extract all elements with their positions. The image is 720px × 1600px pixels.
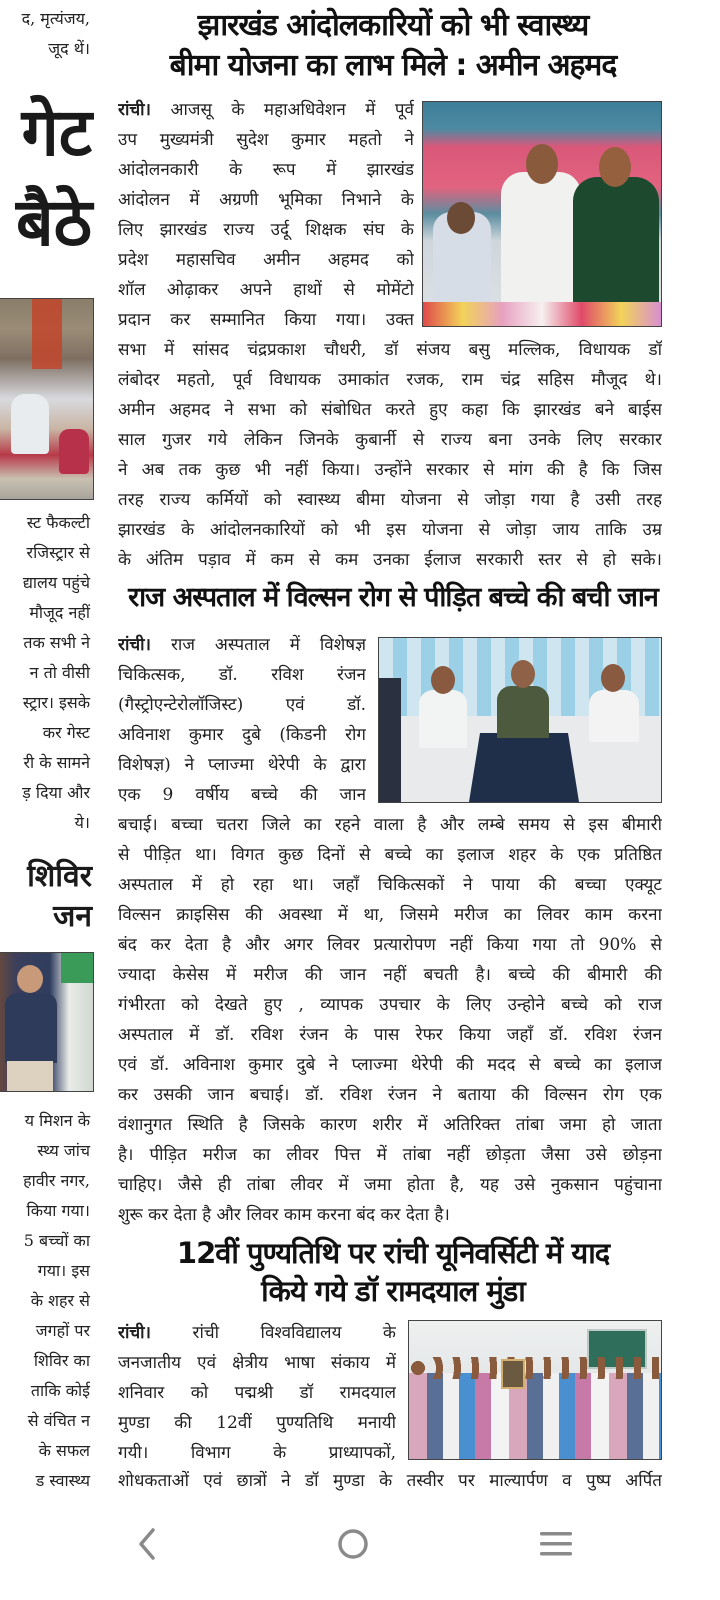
left-text-line: से वंचित न <box>27 1411 90 1430</box>
left-text-line: शिविर का <box>33 1351 90 1370</box>
article-text-line: तरह राज्य कर्मियों को स्वास्थ्य बीमा योजना से जोड़ा गया है उसी तरह <box>118 490 662 510</box>
article-text-line: उप मुख्यमंत्री सुदेश कुमार महतो ने <box>118 130 414 150</box>
article-text-line: लंबोदर महतो, पूर्व विधायक उमाकांत रजक, राम चंद्र सहिस मौजूद थे। <box>118 370 662 390</box>
article-text-line: विल्सन क्राइसिस की अवस्था में था, जिसमे मरीज का लिवर काम करना <box>118 905 662 925</box>
article-text-line: शॉल ओढ़ाकर अपने हाथों से मोमेंटो <box>118 280 414 300</box>
article-text-line: अस्पताल में हो रहा था। जहाँ चिकित्सकों ने पाया की बच्चा एक्यूट <box>118 875 662 895</box>
left-text-line: जूद थें। <box>48 39 90 58</box>
circle-home-icon <box>335 1526 371 1562</box>
article-text-line: आंदोलन में अग्रणी भूमिका निभाने के <box>118 190 414 210</box>
article-text-line: है। पीड़ित मरीज का लीवर पित्त में तांबा नहीं छोड़ता जैसा उसे छोड़ना <box>118 1145 662 1165</box>
article-headline: झारखंड आंदोलकारियों को भी स्वास्थ्य <box>197 8 589 43</box>
left-text-line: मौजूद नहीं <box>29 603 90 622</box>
left-text-line: स्ट्रार। इसके <box>22 693 90 712</box>
back-button[interactable] <box>118 1514 178 1574</box>
article-text-line: रांची। आजसू के महाअधिवेशन में पूर्व <box>118 100 414 120</box>
article-headline: राज अस्पताल में विल्सन रोग से पीड़ित बच्चे की बची जान <box>128 582 658 613</box>
left-text-line: स्ट फैकल्टी <box>26 513 90 532</box>
left-text-line: कर गेस्ट <box>42 723 90 742</box>
dateline: रांची। <box>118 100 151 120</box>
article-text-line: शोधकताओं एवं छात्रों ने डॉ मुण्डा के तस्वीर पर माल्यार्पण व पुष्प अर्पित <box>118 1471 662 1491</box>
left-text-line: द, मृत्यंजय, <box>21 9 90 28</box>
article-text-line: अविनाश कुमार दुबे (किडनी रोग <box>118 725 366 745</box>
left-sub-headline: जन <box>53 899 92 934</box>
left-text-line: रजिस्ट्रार से <box>26 543 90 562</box>
article-text-line: एवं डॉ. अविनाश कुमार दुबे ने प्लाज्मा थेरेपी की मदद से बच्चे का इलाज <box>118 1055 662 1075</box>
article-text-line: सभा में सांसद चंद्रप्रकाश चौधरी, डॉ संजय बसु मल्लिक, विधायक डॉ <box>118 340 662 360</box>
article-text-line: वंशानुगत स्थिति है जिसके कारण शरीर में अतिरिक्त तांबा जमा हो जाता <box>118 1115 662 1135</box>
dateline: रांची। <box>118 1323 151 1343</box>
article-headline: किये गये डॉ रामदयाल मुंडा <box>261 1274 525 1308</box>
left-text-line: जगहों पर <box>35 1321 90 1340</box>
left-text-line: द्यालय पहुंचे <box>22 573 90 592</box>
left-health-camp-photo <box>0 952 94 1092</box>
article-text-line: आंदोलनकारी के रूप में झारखंड <box>118 160 414 180</box>
article-text-line: ज्यादा केसेस में मरीज की जान नहीं बचती है। बच्चे की बीमारी की <box>118 965 662 985</box>
article-text-line: रांची। रांची विश्वविद्यालय के <box>118 1323 396 1343</box>
article-text-line: साल गुजर गये लेकिन जिनके कुबार्नी से राज्य बना उनके लिए सरकार <box>118 430 662 450</box>
article-text-line: गंभीरता को देखते हुए , व्यापक उपचार के लिए उन्होने बच्चे को राज <box>118 995 662 1015</box>
article-text-line: प्रदान कर सम्मानित किया गया। उक्त <box>118 310 414 330</box>
recents-button[interactable] <box>526 1514 586 1574</box>
left-text-line: 5 बच्चों का <box>23 1231 90 1250</box>
article-text-line: प्रदेश महासचिव अमीन अहमद को <box>118 250 414 270</box>
left-text-line: स्थ्य जांच <box>37 1141 90 1160</box>
article-text-line: कर उसकी जान बचाई। डॉ. रविश रंजन ने बताया की विल्सन रोग एक <box>118 1085 662 1105</box>
article-text-line: (गैस्ट्रोएन्टेरोलॉजिस्ट) एवं डॉ. <box>118 695 366 715</box>
article-headline: 12वीं पुण्यतिथि पर रांची यूनिवर्सिटी में याद <box>176 1236 610 1270</box>
article-text-line: ने अब तक कुछ भी नहीं किया। उन्होंने सरकार से मांग की है कि जिस <box>118 460 662 480</box>
article-text-line: बंद कर देता है और अगर लिवर प्रत्यारोपण नहीं किया गया तो 90% से <box>118 935 662 955</box>
left-text-line: री के सामने <box>23 753 90 772</box>
left-text-line: के शहर से <box>30 1291 90 1310</box>
left-text-line: न तो वीसी <box>29 663 90 682</box>
article-text-line: मुण्डा की 12वीं पुण्यतिथि मनायी <box>118 1413 396 1433</box>
article-text-line: चाहिए। जैसे ही तांबा लीवर में जमा होता है, यह उसे नुकसान पहुंचाना <box>118 1175 662 1195</box>
dateline: रांची। <box>118 635 151 655</box>
left-sub-headline: शिविर <box>27 859 92 894</box>
article-text-line: रांची। राज अस्पताल में विशेषज्ञ <box>118 635 366 655</box>
article-text-line: गयी। विभाग के प्राध्यापकों, <box>118 1443 396 1463</box>
article-text-line: शनिवार को पद्मश्री डॉ रामदयाल <box>118 1383 396 1403</box>
left-text-line: किया गया। <box>26 1201 90 1220</box>
article-photo-felicitation <box>422 101 662 327</box>
left-text-line: तक सभी ने <box>23 633 90 652</box>
article-text-line: झारखंड के आंदोलनकारियों को भी इस योजना से जोड़ा जाय ताकि उम्र <box>118 520 662 540</box>
left-big-headline: गेट <box>21 94 92 171</box>
three-lines-menu-icon <box>538 1529 574 1559</box>
article-headline: बीमा योजना का लाभ मिले : अमीन अहमद <box>169 48 617 83</box>
article-text-line: शुरू कर देता है और लिवर काम करना बंद कर देता है। <box>118 1205 450 1225</box>
article-text-line: एक 9 वर्षीय बच्चे की जान <box>118 785 366 805</box>
article-text-line: विशेषज्ञ) ने प्लाज्मा थेरेपी के द्वारा <box>118 755 366 775</box>
article-text-line: चिकित्सक, डॉ. रविश रंजन <box>118 665 366 685</box>
left-text-line: हावीर नगर, <box>23 1171 90 1190</box>
article-text-line: बचाई। बच्चा चतरा जिले का रहने वाला है और लम्बे समय से इस बीमारी <box>118 815 662 835</box>
article-photo-press-meet <box>378 637 662 803</box>
article-text-line: लिए झारखंड राज्य उर्दू शिक्षक संघ के <box>118 220 414 240</box>
home-button[interactable] <box>323 1514 383 1574</box>
article-text-line: अमीन अहमद ने सभा को संबोधित करते हुए कहा कि झारखंड बने बाईस <box>118 400 662 420</box>
left-text-line: गया। इस <box>37 1261 90 1280</box>
left-text-line: य मिशन के <box>24 1111 90 1130</box>
left-clipped-column <box>0 0 96 1500</box>
system-navigation-bar <box>0 1500 720 1600</box>
article-text-line: जनजातीय एवं क्षेत्रीय भाषा संकाय में <box>118 1353 396 1373</box>
article-photo-tribute <box>408 1320 662 1460</box>
left-text-line: ये। <box>74 813 90 832</box>
left-text-line: के सफल <box>38 1441 90 1460</box>
article-text-line: अस्पताल में डॉ. रविश रंजन के पास रेफर किया जहाँ डॉ. रविश रंजन <box>118 1025 662 1045</box>
article-text-line: के अंतिम पड़ाव में कम से कम उनका ईलाज सरकारी स्तर से हो सके। <box>118 550 662 570</box>
left-crowd-photo <box>0 298 94 500</box>
left-text-line: ताकि कोई <box>30 1381 90 1400</box>
left-text-line: ड़ दिया और <box>22 783 90 802</box>
chevron-left-icon <box>133 1526 163 1562</box>
article-text-line: से पीड़ित था। विगत कुछ दिनों से बच्चे का इलाज शहर के एक प्रतिष्ठित <box>118 845 662 865</box>
left-text-line: ड स्वास्थ्य <box>35 1471 90 1490</box>
left-big-headline: बैठे <box>15 184 92 261</box>
